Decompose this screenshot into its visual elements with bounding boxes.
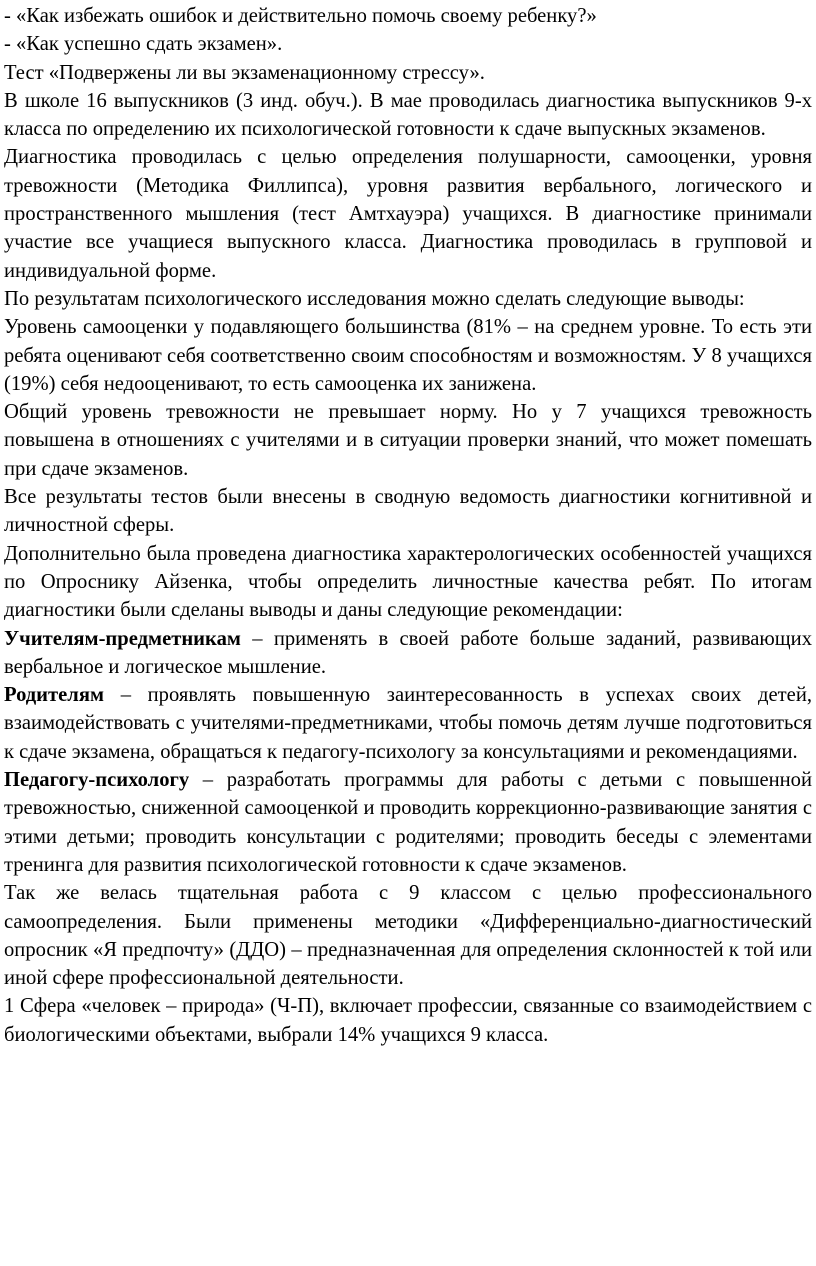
recommendation-parents	[4, 681, 812, 766]
sphere-nature-paragraph: 1 Сфера «человек – природа» (Ч-П), включает профессии, связанные со взаимодействием с биологическими объектами, выбрали 14% учащихся 9 класса.	[4, 995, 812, 1046]
test-title-paragraph: Тест «Подвержены ли вы экзаменационному стрессу».	[4, 61, 485, 84]
topic-item-1: - «Как избежать ошибок и действительно помочь своему ребенку?»	[4, 5, 597, 27]
recommendation-teachers-label: Учителям-предметникам	[4, 627, 241, 650]
recommendation-teachers	[4, 625, 812, 682]
recommendation-psychologist-label: Педагогу-психологу	[4, 769, 190, 792]
results-intro-paragraph: По результатам психологического исследования можно сделать следующие выводы:	[4, 287, 745, 310]
graduates-paragraph: В школе 16 выпускников (3 инд. обуч.). В мае проводилась диагностика выпускников 9-х класса по определению их психологической готовности к сдаче выпускных экзаменов.	[4, 89, 812, 141]
career-guidance-paragraph: Так же велась тщательная работа с 9 классом с целью профессионального самоопределения. Были применены методики «Дифференциально-диагностический опросник «Я предпочту» (ДДО) – предназначенная для определения склонностей к той или иной сфере профессиональной деятельности.	[4, 882, 812, 990]
eysenck-paragraph: Дополнительно была проведена диагностика характерологических особенностей учащихся по Опроснику Айзенка, чтобы определить личностные качества ребят. По итогам диагностики были сделаны выводы и даны следующие рекомендации:	[4, 542, 812, 622]
recommendation-psychologist-text: – разработать программы для работы с детьми с повышенной тревожностью, сниженной самооценкой и проводить коррекционно-развивающие занятия с этими детьми; проводить консультации с родителями; проводить беседы с элементами тренинга для развития психологической готовности к сдаче экзаменов.	[4, 769, 812, 876]
self-esteem-paragraph: Уровень самооценки у подавляющего большинства (81% – на среднем уровне. То есть эти ребята оценивают себя соответственно своим способностям и возможностям. У 8 учащихся (19%) себя недооценивают, то есть самооценка их занижена.	[4, 316, 812, 395]
anxiety-paragraph: Общий уровень тревожности не превышает норму. Но у 7 учащихся тревожность повышена в отношениях с учителями и в ситуации проверки знаний, что может помешать при сдаче экзаменов.	[4, 401, 812, 480]
recommendation-psychologist	[4, 766, 812, 879]
recommendation-parents-label: Родителям	[4, 684, 105, 707]
recommendation-teachers-text: – применять в своей работе больше заданий, развивающих вербальное и логическое мышление.	[4, 627, 812, 678]
summary-sheet-paragraph: Все результаты тестов были внесены в сводную ведомость диагностики когнитивной и личностной сферы.	[4, 486, 812, 537]
recommendation-parents-text: – проявлять повышенную заинтересованность в успехах своих детей, взаимодействовать с учителями-предметниками, чтобы помочь детям лучше подготовиться к сдаче экзамена, обращаться к педагогу-психологу за консультациями и рекомендациями.	[4, 684, 812, 763]
topic-item-2: - «Как успешно сдать экзамен».	[4, 33, 283, 56]
diagnostics-purpose-paragraph: Диагностика проводилась с целью определения полушарности, самооценки, уровня тревожности (Методика Филлипса), уровня развития вербального, логического и пространственного мышления (тест Амтхауэра) учащихся. В диагностике принимали участие все учащиеся выпускного класса. Диагностика проводилась в групповой и индивидуальной форме.	[4, 146, 812, 282]
